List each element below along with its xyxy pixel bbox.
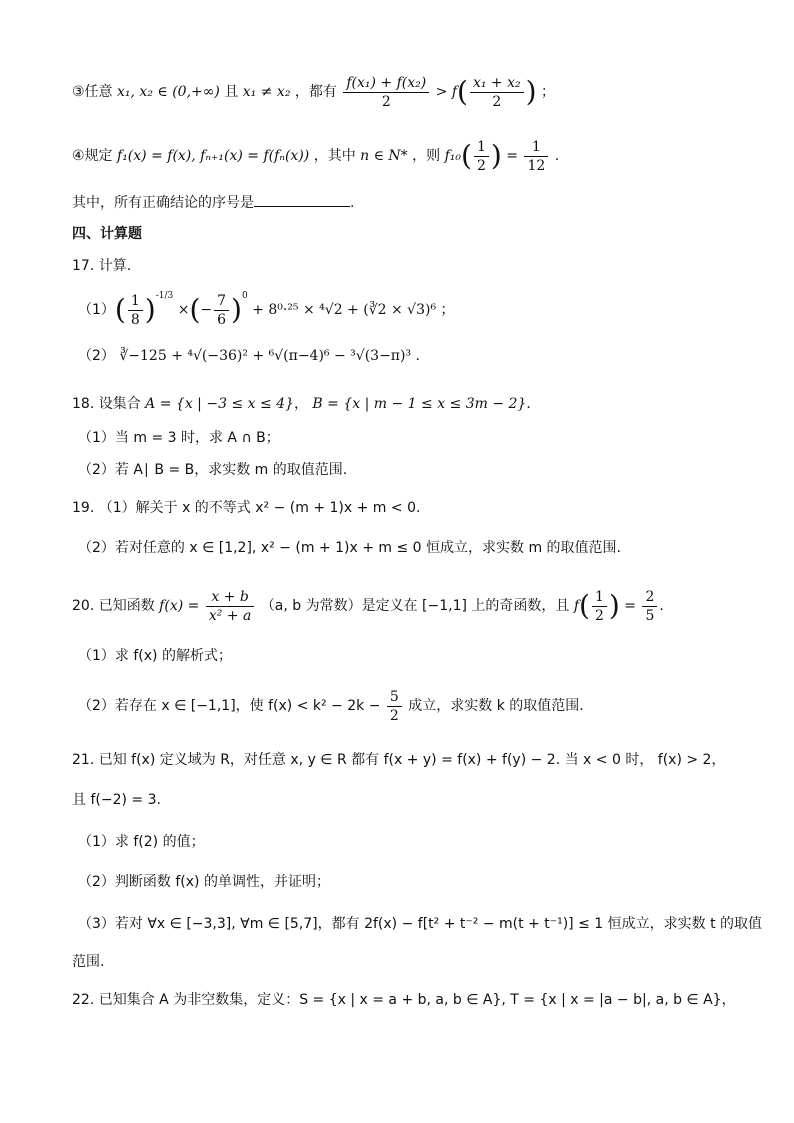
q17-p1-exp-a: -1/3 xyxy=(155,291,174,301)
q21-part2: （2）判断函数 f(x) 的单调性，并证明； xyxy=(78,874,330,890)
q17-part2 xyxy=(78,346,734,366)
q17-p1-label: （1） xyxy=(78,302,115,318)
q20-half-num: 1 xyxy=(592,588,607,607)
statement-4-arg-num: 1 xyxy=(474,138,489,157)
q20-mid: （a, b 为常数）是定义在 [−1,1] 上的奇函数，且 xyxy=(260,598,570,614)
q20-p2-b: 成立，求实数 k 的取值范围. xyxy=(408,698,584,714)
summary-line xyxy=(72,192,734,213)
left-paren-icon: ( xyxy=(579,589,590,622)
q19-part2: （2）若对任意的 x ∈ [1,2], x² − (m + 1)x + m ≤ 0 恒成立，求实数 m 的取值范围. xyxy=(78,540,621,556)
q22-line1: 22. 已知集合 A 为非空数集，定义：S = {x | x = a + b, a, b ∈ A}, T = {x | x = |a − b|, a, b ∈ A}， xyxy=(72,992,736,1008)
section-heading: 四、计算题 xyxy=(72,226,142,242)
statement-3-lhs-den: 2 xyxy=(381,93,391,110)
q20-val-den: 5 xyxy=(645,607,655,624)
statement-3-rhs-den: 2 xyxy=(492,93,502,110)
q20-val-num: 2 xyxy=(642,588,657,607)
right-paren-icon: ) xyxy=(144,293,156,326)
statement-4-eq: = xyxy=(506,148,518,164)
q17-p1-exp-b: 0 xyxy=(241,291,248,301)
statement-3-vars: x₁, x₂ ∈ (0,+∞) xyxy=(117,84,220,100)
right-paren-icon: ) xyxy=(490,139,502,172)
statement-4 xyxy=(72,136,734,176)
summary-text: 其中，所有正确结论的序号是 xyxy=(72,195,254,211)
q18-set-a: A = {x | −3 ≤ x ≤ 4} xyxy=(145,396,294,412)
statement-3-lhs-num: f(x₁) + f(x₂) xyxy=(343,74,429,93)
q20-f-half: f xyxy=(573,598,580,614)
q20-fraction xyxy=(206,588,255,625)
q21-part3-cont: 范围. xyxy=(72,954,105,970)
q18-comma: ， xyxy=(293,396,308,412)
q20-p2-num: 5 xyxy=(387,688,402,707)
q21-line1: 21. 已知 f(x) 定义域为 R，对任意 x, y ∈ R 都有 f(x + y) = f(x) + f(y) − 2. 当 x < 0 时， f(x) > 2， xyxy=(72,752,726,768)
statement-3-gt: > f xyxy=(435,84,458,100)
q20-p2-den: 2 xyxy=(389,707,399,724)
left-paren-icon: ( xyxy=(189,293,201,326)
q20-val-fraction xyxy=(642,588,657,625)
right-paren-icon: ) xyxy=(525,75,537,108)
q20-part1: （1）求 f(x) 的解析式； xyxy=(78,648,232,664)
statement-4-prefix: ④规定 xyxy=(72,148,113,164)
statement-3-lhs-fraction xyxy=(343,74,429,111)
q17-p1-frac-a xyxy=(128,292,143,329)
q21-part3: （3）若对 ∀x ∈ [−3,3], ∀m ∈ [5,7]，都有 2f(x) − f[t² + t⁻² − m(t + t⁻¹)] ≤ 1 恒成立，求实数 t 的取值 xyxy=(78,916,763,932)
q20-half-den: 2 xyxy=(594,607,604,624)
q17-p1-a-num: 1 xyxy=(128,292,143,311)
answer-blank[interactable] xyxy=(254,192,350,207)
statement-4-where: ，其中 xyxy=(313,148,356,164)
statement-4-end: . xyxy=(554,148,560,164)
q20-p2-a: （2）若存在 x ∈ [−1,1]，使 f(x) < k² − 2k − xyxy=(78,698,381,714)
statement-3-cond-word: 且 xyxy=(224,84,239,100)
q17-p2-label: （2） xyxy=(78,348,115,364)
q20-part2 xyxy=(78,686,734,726)
statement-3-cond: x₁ ≠ x₂ xyxy=(242,84,291,100)
summary-end: . xyxy=(350,195,355,211)
q20-prefix: 20. 已知函数 xyxy=(72,598,155,614)
q17-p2-expr: ∛−125 + ⁴√(−36)² + ⁶√(π−4)⁶ − ³√(3−π)³ xyxy=(119,348,412,364)
statement-4-res-fraction xyxy=(524,138,548,175)
right-paren-icon: ) xyxy=(608,589,620,622)
statement-3-rhs-num: x₁ + x₂ xyxy=(470,74,524,93)
q21-line2: 且 f(−2) = 3. xyxy=(72,792,161,808)
q20-p2-fraction xyxy=(387,688,402,725)
q17-p1-frac-b xyxy=(214,292,229,329)
q20-fx: f(x) = xyxy=(159,598,200,614)
q20-eq: = xyxy=(624,598,637,614)
statement-3 xyxy=(72,72,734,112)
q17-p1-b-num: 7 xyxy=(214,292,229,311)
statement-3-all-word: ，都有 xyxy=(294,84,337,100)
q20-frac-num: x + b xyxy=(206,588,255,607)
statement-3-end: ； xyxy=(541,84,556,100)
left-paren-icon: ( xyxy=(461,139,472,172)
q18-title: 18. 设集合 xyxy=(72,396,141,412)
statement-4-f10: f₁₀ xyxy=(444,148,461,164)
q20-end: . xyxy=(659,598,664,614)
right-paren-icon: ) xyxy=(231,293,242,326)
q17-part1: （1）( $\frac{1}{8}$ )$^{-1/3}$ ×(− $\frac{7}{6}$ )$^0$ + 8⁰·²⁵ × ⁴√2 + (∛2 × √3)⁶ ； xyxy=(78,291,455,328)
q18-part2: （2）若 A∣ B = B，求实数 m 的取值范围. xyxy=(78,462,348,478)
q17-p1-rest: + 8⁰·²⁵ × ⁴√2 + (∛2 × √3)⁶ xyxy=(252,302,437,318)
q17-p1-end: ； xyxy=(440,302,455,318)
q17-p1-times: × xyxy=(177,302,190,318)
q17-p2-end: . xyxy=(415,348,420,364)
left-paren-icon: ( xyxy=(114,293,126,326)
q17-p1-b-den: 6 xyxy=(217,311,227,328)
q17-p1-a-den: 8 xyxy=(130,311,140,328)
statement-4-res-den: 12 xyxy=(527,157,546,174)
statement-4-arg-fraction xyxy=(474,138,489,175)
q18-part1: （1）当 m = 3 时，求 A ∩ B； xyxy=(78,430,280,446)
statement-4-res-num: 1 xyxy=(524,138,548,157)
q17-title: 17. 计算. xyxy=(72,258,132,274)
q20-frac-den: x² + a xyxy=(208,607,252,624)
q21-part1: （1）求 f(2) 的值； xyxy=(78,834,205,850)
q18-title-line xyxy=(72,394,734,414)
statement-3-rhs-fraction xyxy=(470,74,524,111)
statement-3-prefix: ③任意 xyxy=(72,84,113,100)
q19-part1: 19. （1）解关于 x 的不等式 x² − (m + 1)x + m < 0. xyxy=(72,500,421,516)
statement-4-def: f₁(x) = f(x), fₙ₊₁(x) = f(fₙ(x)) xyxy=(117,148,310,164)
statement-4-then: ，则 xyxy=(412,148,441,164)
q20-title-line xyxy=(72,584,734,628)
left-paren-icon: ( xyxy=(457,75,468,108)
statement-4-nset: n ∈ N* xyxy=(360,148,408,164)
q18-set-b: B = {x | m − 1 ≤ x ≤ 3m − 2} xyxy=(312,396,527,412)
q20-half-fraction xyxy=(592,588,607,625)
statement-4-arg-den: 2 xyxy=(476,157,486,174)
q18-end: . xyxy=(526,396,531,412)
